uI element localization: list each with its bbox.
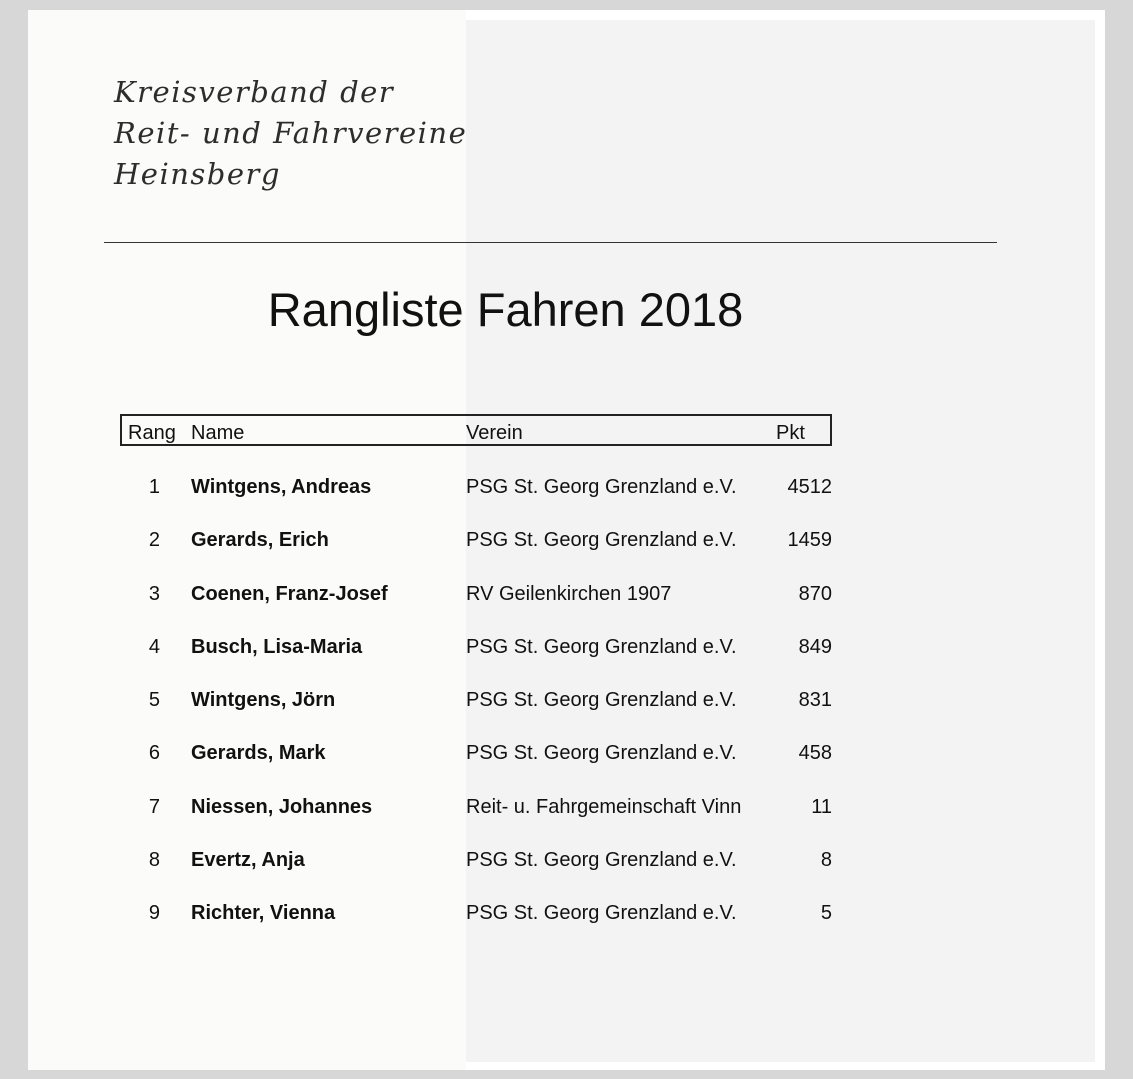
cell-pkt: 11 (811, 796, 832, 818)
cell-name: Gerards, Erich (191, 529, 329, 551)
letterhead-line-3: Heinsberg (114, 157, 281, 191)
cell-pkt: 870 (798, 583, 832, 605)
table-row (120, 529, 832, 559)
cell-name: Niessen, Johannes (191, 796, 373, 818)
cell-name: Gerards, Mark (191, 742, 326, 764)
cell-pkt: 849 (798, 636, 832, 658)
cell-rang: 8 (148, 849, 160, 871)
table-row (120, 849, 832, 879)
header-rang: Rang (128, 422, 176, 444)
cell-rang: 7 (148, 796, 160, 818)
cell-name: Richter, Vienna (191, 902, 336, 924)
cell-verein: PSG St. Georg Grenzland e.V. (466, 742, 737, 764)
table-row (120, 742, 832, 772)
cell-name: Coenen, Franz-Josef (191, 583, 388, 605)
letterhead-line-2: Reit- und Fahrvereine (114, 116, 468, 150)
table-row (120, 796, 832, 826)
cell-pkt: 831 (798, 689, 832, 711)
cell-rang: 6 (148, 742, 160, 764)
cell-rang: 3 (148, 583, 160, 605)
cell-rang: 5 (148, 689, 160, 711)
cell-verein: PSG St. Georg Grenzland e.V. (466, 849, 737, 871)
cell-name: Busch, Lisa-Maria (191, 636, 363, 658)
table-row (120, 689, 832, 719)
header-verein: Verein (466, 422, 523, 444)
cell-rang: 1 (148, 476, 160, 498)
cell-pkt: 8 (820, 849, 832, 871)
page-title: Rangliste Fahren 2018 (267, 283, 744, 336)
cell-rang: 4 (148, 636, 160, 658)
cell-pkt: 458 (798, 742, 832, 764)
table-row (120, 583, 832, 613)
letterhead (114, 72, 467, 195)
header-name: Name (191, 422, 245, 444)
cell-verein: PSG St. Georg Grenzland e.V. (466, 689, 737, 711)
divider-line (104, 242, 997, 243)
table-row (120, 902, 832, 932)
table-header (120, 414, 832, 446)
cell-rang: 2 (148, 529, 160, 551)
cell-verein: PSG St. Georg Grenzland e.V. (466, 636, 737, 658)
cell-name: Wintgens, Jörn (191, 689, 336, 711)
table-row (120, 636, 832, 666)
cell-verein: PSG St. Georg Grenzland e.V. (466, 529, 737, 551)
cell-verein: Reit- u. Fahrgemeinschaft Vinn (466, 796, 742, 818)
cell-verein: PSG St. Georg Grenzland e.V. (466, 902, 737, 924)
document-page (28, 10, 1105, 1070)
letterhead-line-1: Kreisverband der (114, 75, 395, 109)
cell-verein: RV Geilenkirchen 1907 (466, 583, 672, 605)
cell-pkt: 1459 (787, 529, 832, 551)
cell-pkt: 5 (820, 902, 832, 924)
header-pkt: Pkt (776, 422, 805, 444)
cell-verein: PSG St. Georg Grenzland e.V. (466, 476, 737, 498)
cell-name: Wintgens, Andreas (191, 476, 372, 498)
cell-rang: 9 (148, 902, 160, 924)
cell-pkt: 4512 (787, 476, 832, 498)
cell-name: Evertz, Anja (191, 849, 305, 871)
table-row (120, 476, 832, 506)
